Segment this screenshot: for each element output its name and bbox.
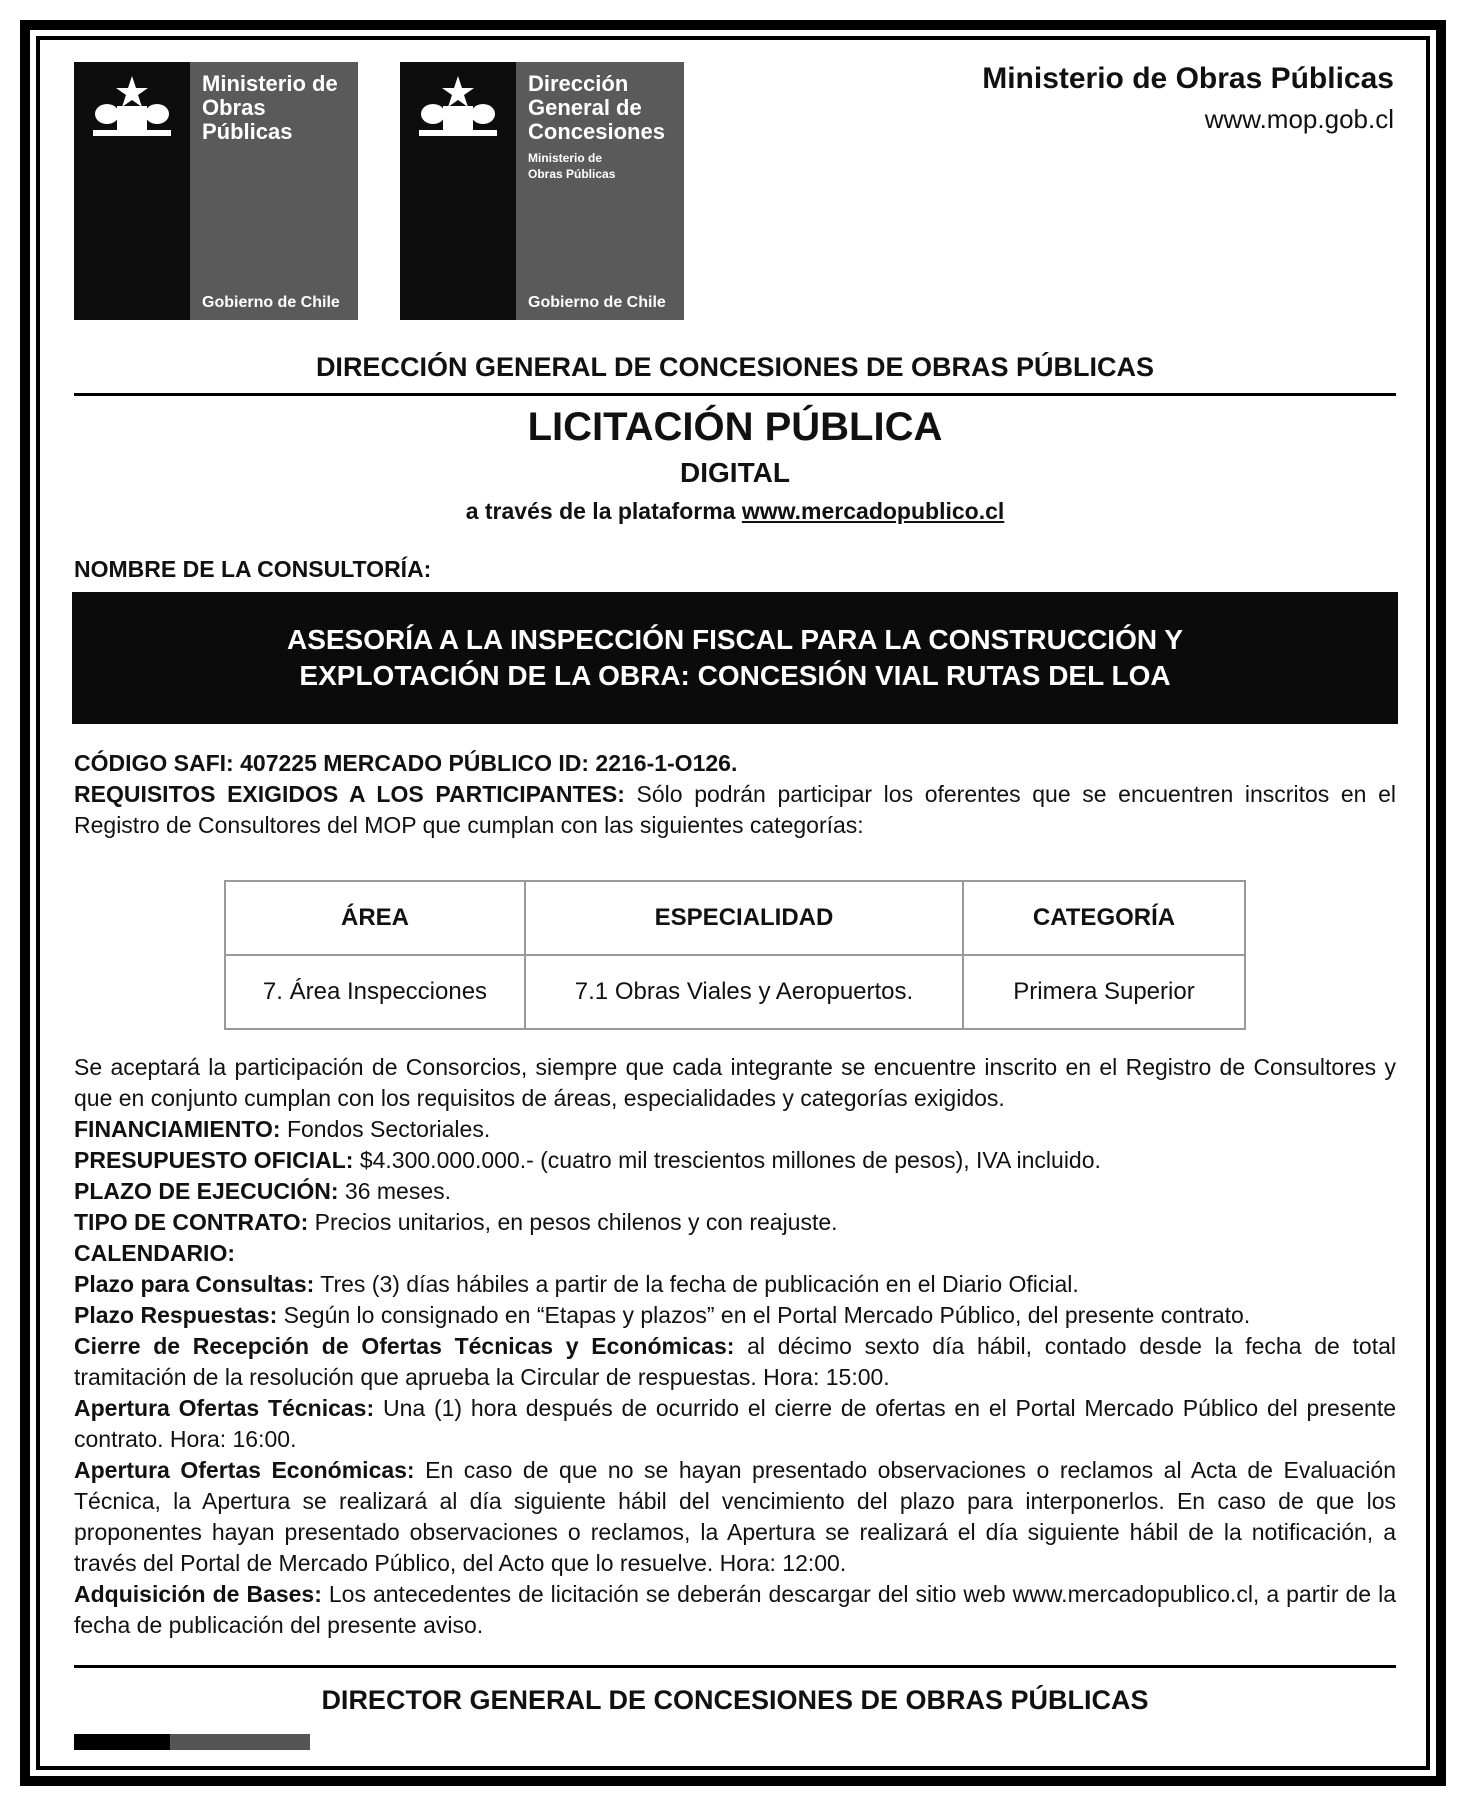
- body-text: [74, 1052, 1396, 1641]
- calendar-label: Adquisición de Bases:: [74, 1581, 322, 1607]
- col-specialty: ESPECIALIDAD: [525, 881, 963, 955]
- platform-prefix: a través de la plataforma: [465, 498, 736, 524]
- ministry-website: www.mop.gob.cl: [1204, 104, 1394, 134]
- field-value: $4.300.000.000.- (cuatro mil trescientos millones de pesos), IVA incluido.: [359, 1147, 1101, 1173]
- logo2-line1: Dirección: [528, 71, 629, 96]
- calendar-label: Plazo Respuestas:: [74, 1302, 278, 1328]
- field-label: CALENDARIO:: [74, 1240, 235, 1266]
- calendar-item: [74, 1455, 1396, 1579]
- calendar-value: Una (1) hora después de ocurrido el cierre de ofertas en el Portal Mercado Público del presente contrato. Hora: 16:00.: [74, 1395, 1397, 1452]
- coat-of-arms-icon: [74, 62, 190, 320]
- cell-specialty: 7.1 Obras Viales y Aeropuertos.: [525, 955, 963, 1029]
- requirements-text: Sólo podrán participar los oferentes que se encuentren inscritos en el Registro de Consultores del MOP que cumplan con las siguientes categorías:: [74, 781, 1396, 838]
- calendar-item: [74, 1331, 1396, 1393]
- ministry-name: Ministerio de Obras Públicas: [982, 62, 1394, 95]
- calendar-value: al décimo sexto día hábil, contado desde la fecha de total tramitación de la resolución que aprueba la Circular de respuestas. Hora: 15:00.: [74, 1333, 1396, 1390]
- calendar-value: Según lo consignado en “Etapas y plazos” en el Portal Mercado Público, del presente contrato.: [283, 1302, 1251, 1328]
- calendar-item: [74, 1269, 1396, 1300]
- logo2-line3: Concesiones: [528, 119, 665, 144]
- mop-logo: [74, 62, 358, 320]
- calendar-label: Apertura Ofertas Económicas:: [74, 1457, 415, 1483]
- coat-of-arms-icon: [400, 62, 516, 320]
- logo1-line1: Ministerio de: [202, 71, 338, 96]
- tender-subtitle: DIGITAL: [680, 457, 790, 488]
- logo2-sub2: Obras Públicas: [528, 167, 616, 181]
- consultancy-name-line1: ASESORÍA A LA INSPECCIÓN FISCAL PARA LA CONSTRUCCIÓN Y: [286, 624, 1184, 655]
- requirements-label: REQUISITOS EXIGIDOS A LOS PARTICIPANTES:: [74, 781, 625, 807]
- signature: DIRECTOR GENERAL DE CONCESIONES DE OBRAS PÚBLICAS: [321, 1685, 1149, 1715]
- calendar-item: [74, 1393, 1396, 1455]
- calendar-value: En caso de que no se hayan presentado observaciones o reclamos al Acta de Evaluación Técnica, la Apertura se realizará al día siguiente hábil del vencimiento del plazo para interponerlos. En caso de que los proponentes hayan presentado observaciones o reclamos, la Apertura se realizará el día siguiente hábil de la notificación, a través del Portal de Mercado Público, del Acto que lo resuelve. Hora: 12:00.: [74, 1457, 1396, 1576]
- cell-area: 7. Área Inspecciones: [225, 955, 525, 1029]
- field-contract-type: [74, 1207, 1396, 1238]
- consultancy-name-line2: EXPLOTACIÓN DE LA OBRA: CONCESIÓN VIAL RUTAS DEL LOA: [299, 660, 1171, 691]
- col-area: ÁREA: [225, 881, 525, 955]
- calendar-value: Los antecedentes de licitación se deberán descargar del sitio web www.mercadopublico.cl, a partir de la fecha de publicación del presente aviso.: [74, 1581, 1396, 1638]
- tender-title: LICITACIÓN PÚBLICA: [527, 405, 943, 449]
- field-label: TIPO DE CONTRATO:: [74, 1209, 309, 1235]
- calendar-label: Plazo para Consultas:: [74, 1271, 315, 1297]
- platform-link[interactable]: www.mercadopublico.cl: [741, 498, 1005, 524]
- header-right: [982, 62, 1394, 135]
- calendar-label: Apertura Ofertas Técnicas:: [74, 1395, 375, 1421]
- col-category: CATEGORÍA: [963, 881, 1245, 955]
- tender-platform: [74, 498, 1396, 525]
- field-label: PLAZO DE EJECUCIÓN:: [74, 1178, 339, 1204]
- field-label: FINANCIAMIENTO:: [74, 1116, 281, 1142]
- codes-line: CÓDIGO SAFI: 407225 MERCADO PÚBLICO ID: 2216-1-O126.: [74, 750, 738, 776]
- divider: [74, 1665, 1396, 1668]
- logo2-sub1: Ministerio de: [528, 151, 603, 165]
- field-term: [74, 1176, 1396, 1207]
- consortium-text: Se aceptará la participación de Consorcios, siempre que cada integrante se encuentre inscrito en el Registro de Consultores y que en conjunto cumplan con los requisitos de áreas, especialidades y categorías exigidos.: [74, 1054, 1396, 1111]
- calendar-value: Tres (3) días hábiles a partir de la fecha de publicación en el Diario Oficial.: [320, 1271, 1079, 1297]
- calendar-item: [74, 1579, 1396, 1641]
- field-value: Precios unitarios, en pesos chilenos y con reajuste.: [314, 1209, 838, 1235]
- cell-category: Primera Superior: [963, 955, 1245, 1029]
- logo1-line3: Públicas: [202, 119, 293, 144]
- consultancy-label: NOMBRE DE LA CONSULTORÍA:: [74, 556, 432, 582]
- table-header-row: [225, 881, 1245, 955]
- consultancy-name-box: [72, 592, 1398, 724]
- field-label: PRESUPUESTO OFICIAL:: [74, 1147, 354, 1173]
- field-financing: [74, 1114, 1396, 1145]
- logo1-line2: Obras: [202, 95, 266, 120]
- calendar-item: [74, 1300, 1396, 1331]
- logo2-footer: Gobierno de Chile: [528, 294, 666, 311]
- dgc-logo: [400, 62, 684, 320]
- field-calendar: [74, 1238, 1396, 1269]
- logo2-line2: General de: [528, 95, 642, 120]
- table-row: [225, 955, 1245, 1029]
- categories-table: [224, 880, 1246, 1030]
- calendar-label: Cierre de Recepción de Ofertas Técnicas y Económicas:: [74, 1333, 735, 1359]
- divider: [74, 393, 1396, 396]
- direction-title: DIRECCIÓN GENERAL DE CONCESIONES DE OBRAS PÚBLICAS: [315, 352, 1155, 382]
- field-value: 36 meses.: [344, 1178, 452, 1204]
- logo1-footer: Gobierno de Chile: [202, 294, 340, 311]
- field-value: Fondos Sectoriales.: [286, 1116, 491, 1142]
- codes-and-requirements: [74, 748, 1396, 841]
- bottom-bar: [74, 1734, 310, 1750]
- field-budget: [74, 1145, 1396, 1176]
